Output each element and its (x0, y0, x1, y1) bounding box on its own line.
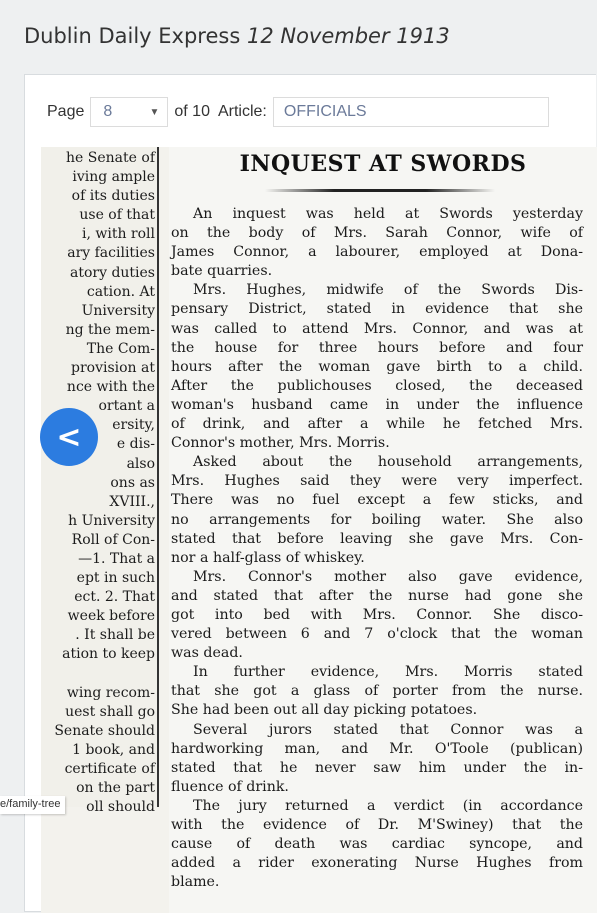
article-line: cause of death was cardiac syncope, and (171, 836, 583, 853)
left-column-line: XVIII., (109, 493, 155, 510)
article-label: Article: (217, 103, 267, 120)
article-line: blame. (171, 874, 220, 891)
article-line: stated that he never saw him under the in- (171, 759, 583, 776)
article-line: with the evidence of Dr. M'Swiney) that the (171, 817, 583, 833)
article-headline: INQUEST AT SWORDS (239, 151, 527, 177)
article-body (171, 205, 583, 892)
article-line: An inquest was held at Swords yesterday (193, 206, 583, 222)
article-line: She had been out all day picking potatoes. (171, 702, 478, 719)
article-inquest-at-swords (169, 147, 597, 913)
article-line: got into bed with Mrs. Connor. She disco- (171, 606, 583, 623)
left-column-line: Roll of Con- (71, 531, 155, 548)
left-column-line: wing recom- (66, 684, 155, 701)
article-line: The jury returned a verdict (in accordance (193, 797, 583, 814)
newspaper-viewer (24, 74, 596, 912)
article-line: Mrs. Hughes said they were very imperfect. (171, 473, 583, 490)
article-line: woman's husband came in under the influence (171, 396, 583, 413)
article-line: no arrangements for boiling water. She also (171, 511, 583, 528)
viewer-toolbar (47, 97, 549, 127)
article-line: Mrs. Connor's mother also gave evidence, (193, 568, 583, 585)
page-count-label: of 10 (174, 103, 210, 120)
left-column-line: also (126, 455, 155, 472)
article-line: In further evidence, Mrs. Morris stated (193, 664, 583, 681)
article-line: stated that before leaving she gave Mrs. Con- (171, 530, 583, 547)
left-column-line: he Senate of (66, 150, 155, 166)
left-column-line: cation. At (86, 283, 155, 300)
left-column-line: provision at (71, 360, 155, 377)
newspaper-name: Dublin Daily Express (24, 24, 241, 48)
left-column-line: on the part (76, 780, 155, 797)
issue-date: 12 November 1913 (246, 24, 450, 48)
left-column-line: week before (67, 608, 155, 625)
page-select-value: 8 (103, 103, 113, 120)
left-column-line: 1 book, and (72, 741, 155, 758)
left-column-line: certificate of (64, 761, 155, 777)
article-line: was called to attend Mrs. Connor, and was at (171, 320, 583, 337)
left-column-line: ect. 2. That (74, 589, 155, 606)
chevron-down-icon: ▼ (149, 106, 160, 118)
left-column-line: ons as (110, 474, 155, 491)
previous-page-button[interactable] (40, 408, 98, 466)
left-column-line: i, with roll (81, 226, 155, 243)
page-title (24, 24, 450, 48)
article-line: James Connor, a labourer, employed at Dona- (171, 244, 583, 261)
newspaper-scan-image (41, 147, 597, 913)
article-select[interactable] (273, 97, 549, 127)
left-column-line: atory duties (69, 264, 155, 281)
left-column-line (41, 665, 155, 684)
article-line: fluence of drink. (171, 778, 289, 795)
article-line: on the body of Mrs. Sarah Connor, wife of (171, 225, 583, 242)
article-line: that she got a glass of porter from the nurse. (171, 683, 583, 700)
left-column-line: ortant a (98, 398, 155, 415)
article-line: Asked about the household arrangements, (193, 454, 583, 471)
article-line: Mrs. Hughes, midwife of the Swords Dis- (193, 282, 583, 299)
page-select[interactable] (90, 97, 168, 127)
left-column-line: e dis- (116, 436, 155, 453)
left-column-line: nce with the (66, 379, 155, 396)
article-line: and stated that after the nurse had gone she (171, 587, 583, 604)
article-line: was dead. (171, 645, 243, 662)
link-tooltip: e/family-tree (0, 796, 65, 814)
left-column-line: Senate should (54, 722, 155, 739)
left-column-line: iving ample (72, 169, 155, 186)
article-line: hardworking man, and Mr. O'Toole (publican) (171, 740, 583, 757)
article-line: added a rider exonerating Nurse Hughes from (171, 855, 583, 872)
left-column-line: ersity, (112, 417, 155, 434)
left-column-line: of its duties (71, 188, 155, 205)
left-column-line: —1. That a (78, 550, 155, 567)
article-line: hours after the woman gave birth to a child. (171, 358, 583, 375)
left-column-line: oll should (86, 799, 155, 816)
article-line: After the publichouses closed, the deceased (171, 377, 583, 394)
article-line: vered between 6 and 7 o'clock that the woman (171, 626, 583, 643)
article-line: the house for three hours before and four (171, 339, 583, 356)
adjacent-column-text (41, 147, 159, 816)
article-line: There was no fuel except a few sticks, and (171, 492, 583, 509)
chevron-left-icon: < (56, 419, 82, 455)
left-column-line: uest shall go (65, 703, 155, 720)
article-line: nor a half-glass of whiskey. (171, 549, 365, 566)
article-line: Connor's mother, Mrs. Morris. (171, 435, 390, 452)
left-column-line: ng the mem- (65, 321, 155, 338)
left-column-line: ary facilities (67, 245, 155, 262)
article-line: bate quarries. (171, 263, 273, 280)
headline-rule (265, 189, 495, 192)
left-column-line: h University (68, 512, 155, 529)
article-line: pensary District, stated in evidence that she (171, 301, 583, 318)
left-column-line: use of that (79, 207, 155, 224)
left-column-line: ept in such (76, 570, 155, 587)
left-column-line: University (81, 302, 155, 319)
article-line: Several jurors stated that Connor was a (193, 721, 583, 738)
page-label: Page (47, 103, 85, 120)
left-column-line: ation to keep (62, 646, 155, 663)
left-column-line: The Com- (86, 340, 155, 357)
article-select-value: OFFICIALS (283, 103, 367, 120)
article-line: of drink, and after a while he fetched Mrs. (171, 416, 583, 433)
left-column-line: . It shall be (75, 627, 155, 644)
